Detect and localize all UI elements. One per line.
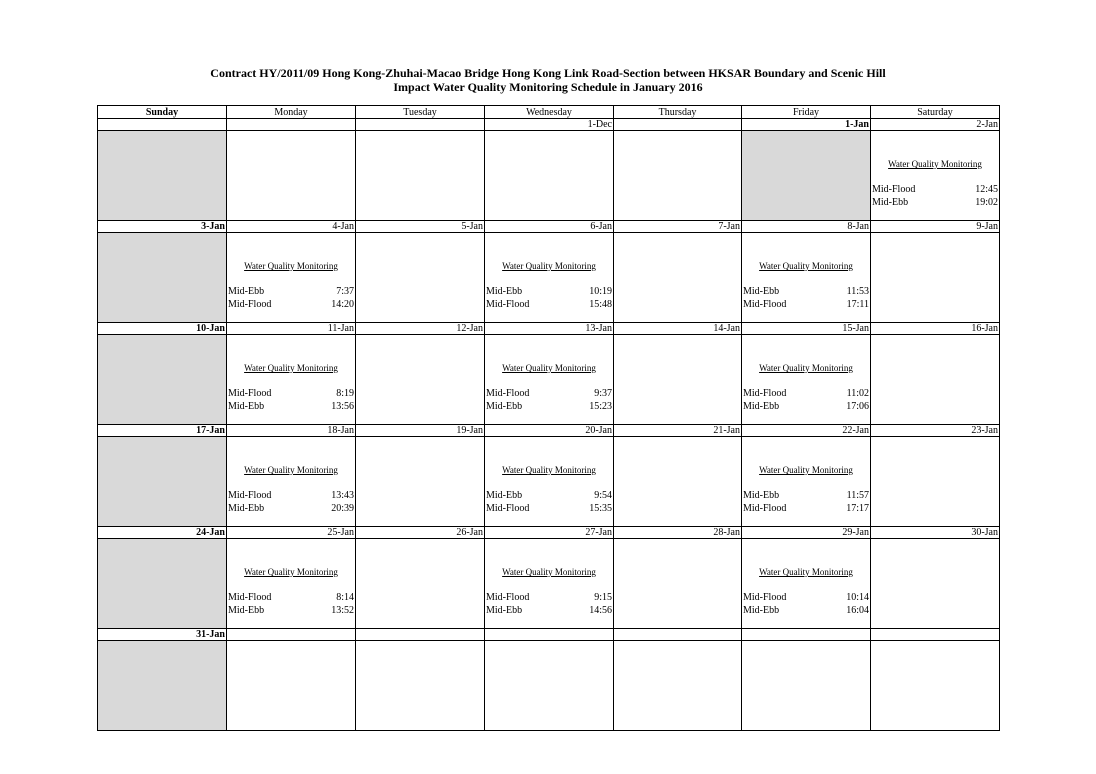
date-label — [485, 629, 614, 641]
date-label: 17-Jan — [98, 425, 227, 437]
date-label — [356, 629, 485, 641]
day-cell — [871, 641, 1000, 731]
monitoring-event-label: Water Quality Monitoring — [502, 363, 596, 373]
day-cell — [614, 335, 742, 425]
date-label: 15-Jan — [742, 323, 871, 335]
day-cell — [98, 233, 227, 323]
week-date-row — [98, 323, 1000, 335]
date-label: 11-Jan — [227, 323, 356, 335]
tide-label: Mid-Ebb — [228, 605, 265, 616]
day-cell — [227, 641, 356, 731]
day-cell — [614, 437, 742, 527]
date-label: 4-Jan — [227, 221, 356, 233]
tide-time: 8:19 — [336, 388, 354, 399]
day-cell — [98, 437, 227, 527]
week-body-row — [98, 437, 1000, 527]
day-cell — [614, 641, 742, 731]
date-label: 9-Jan — [871, 221, 1000, 233]
date-label: 12-Jan — [356, 323, 485, 335]
tide-time: 12:45 — [975, 184, 998, 195]
weekday-header-wednesday: Wednesday — [485, 106, 614, 119]
date-label: 1-Dec — [485, 119, 614, 131]
day-cell — [227, 233, 356, 323]
tide-label: Mid-Ebb — [486, 605, 523, 616]
day-cell — [742, 131, 871, 221]
tide-label: Mid-Flood — [743, 299, 787, 310]
date-label: 21-Jan — [614, 425, 742, 437]
week-date-row — [98, 119, 1000, 131]
date-label: 16-Jan — [871, 323, 1000, 335]
weekday-header-saturday: Saturday — [871, 106, 1000, 119]
week-body-row — [98, 641, 1000, 731]
tide-label: Mid-Flood — [228, 592, 272, 603]
date-label — [742, 629, 871, 641]
tide-time: 10:19 — [589, 286, 612, 297]
day-cell — [742, 539, 871, 629]
weekday-header-sunday: Sunday — [98, 106, 227, 119]
monitoring-event-label: Water Quality Monitoring — [759, 363, 853, 373]
monitoring-event-label: Water Quality Monitoring — [244, 261, 338, 271]
tide-time: 16:04 — [846, 605, 869, 616]
tide-time: 15:48 — [589, 299, 612, 310]
date-label: 30-Jan — [871, 527, 1000, 539]
day-cell — [485, 233, 614, 323]
date-label: 29-Jan — [742, 527, 871, 539]
day-cell — [356, 131, 485, 221]
tide-label: Mid-Ebb — [743, 605, 780, 616]
monitoring-event-label: Water Quality Monitoring — [759, 465, 853, 475]
monitoring-event-label: Water Quality Monitoring — [888, 159, 982, 169]
date-label: 10-Jan — [98, 323, 227, 335]
tide-label: Mid-Ebb — [486, 401, 523, 412]
tide-label: Mid-Flood — [228, 388, 272, 399]
date-label — [98, 119, 227, 131]
tide-label: Mid-Flood — [743, 592, 787, 603]
date-label — [871, 629, 1000, 641]
tide-time: 13:52 — [331, 605, 354, 616]
tide-time: 7:37 — [336, 286, 354, 297]
monitoring-event-label: Water Quality Monitoring — [759, 567, 853, 577]
date-label: 3-Jan — [98, 221, 227, 233]
monitoring-event-label: Water Quality Monitoring — [502, 567, 596, 577]
tide-label: Mid-Flood — [486, 388, 530, 399]
week-date-row — [98, 221, 1000, 233]
monitoring-event-label: Water Quality Monitoring — [244, 465, 338, 475]
date-label: 27-Jan — [485, 527, 614, 539]
tide-time: 11:57 — [846, 490, 869, 501]
tide-time: 17:06 — [846, 401, 869, 412]
day-cell — [742, 437, 871, 527]
date-label: 19-Jan — [356, 425, 485, 437]
tide-time: 17:17 — [846, 503, 869, 514]
tide-time: 13:56 — [331, 401, 354, 412]
tide-label: Mid-Ebb — [872, 197, 909, 208]
tide-label: Mid-Ebb — [743, 286, 780, 297]
day-cell — [485, 539, 614, 629]
week-date-row — [98, 629, 1000, 641]
tide-label: Mid-Ebb — [228, 503, 265, 514]
tide-time: 10:14 — [846, 592, 869, 603]
day-cell — [356, 335, 485, 425]
tide-label: Mid-Ebb — [486, 490, 523, 501]
day-cell — [356, 437, 485, 527]
day-cell — [614, 131, 742, 221]
day-cell — [871, 233, 1000, 323]
date-label: 1-Jan — [742, 119, 871, 131]
tide-time: 11:02 — [846, 388, 869, 399]
date-label: 7-Jan — [614, 221, 742, 233]
day-cell — [485, 437, 614, 527]
tide-time: 9:54 — [594, 490, 612, 501]
monitoring-event-label: Water Quality Monitoring — [244, 363, 338, 373]
date-label — [356, 119, 485, 131]
day-cell — [227, 131, 356, 221]
tide-label: Mid-Flood — [872, 184, 916, 195]
monitoring-event-label: Water Quality Monitoring — [759, 261, 853, 271]
date-label: 22-Jan — [742, 425, 871, 437]
date-label: 24-Jan — [98, 527, 227, 539]
day-cell — [227, 539, 356, 629]
day-cell — [614, 539, 742, 629]
date-label — [227, 629, 356, 641]
tide-time: 8:14 — [336, 592, 354, 603]
date-label: 6-Jan — [485, 221, 614, 233]
day-cell — [485, 641, 614, 731]
tide-label: Mid-Ebb — [228, 401, 265, 412]
tide-time: 14:56 — [589, 605, 612, 616]
tide-label: Mid-Flood — [743, 388, 787, 399]
tide-label: Mid-Flood — [486, 503, 530, 514]
day-cell — [871, 335, 1000, 425]
weekday-header-friday: Friday — [742, 106, 871, 119]
day-cell — [356, 233, 485, 323]
day-cell — [485, 335, 614, 425]
day-cell — [871, 437, 1000, 527]
week-body-row — [98, 539, 1000, 629]
date-label: 18-Jan — [227, 425, 356, 437]
weekday-header-thursday: Thursday — [614, 106, 742, 119]
schedule-subtitle: Impact Water Quality Monitoring Schedule in January 2016 — [393, 80, 703, 94]
tide-time: 17:11 — [846, 299, 869, 310]
date-label: 2-Jan — [871, 119, 1000, 131]
tide-label: Mid-Flood — [228, 490, 272, 501]
tide-time: 11:53 — [846, 286, 869, 297]
tide-time: 14:20 — [331, 299, 354, 310]
date-label — [614, 119, 742, 131]
tide-time: 9:15 — [594, 592, 612, 603]
tide-label: Mid-Ebb — [743, 490, 780, 501]
day-cell — [98, 335, 227, 425]
tide-label: Mid-Ebb — [743, 401, 780, 412]
monitoring-event-label: Water Quality Monitoring — [502, 465, 596, 475]
week-date-row — [98, 527, 1000, 539]
week-body-row — [98, 233, 1000, 323]
day-cell — [742, 233, 871, 323]
date-label: 20-Jan — [485, 425, 614, 437]
day-cell — [356, 539, 485, 629]
tide-time: 15:23 — [589, 401, 612, 412]
monitoring-event-label: Water Quality Monitoring — [502, 261, 596, 271]
date-label: 26-Jan — [356, 527, 485, 539]
day-cell — [98, 641, 227, 731]
week-date-row — [98, 425, 1000, 437]
schedule-title: Contract HY/2011/09 Hong Kong-Zhuhai-Macao Bridge Hong Kong Link Road-Section between HKSAR Boundary and Scenic Hill — [210, 66, 886, 80]
date-label — [614, 629, 742, 641]
date-label: 5-Jan — [356, 221, 485, 233]
date-label: 14-Jan — [614, 323, 742, 335]
tide-time: 20:39 — [331, 503, 354, 514]
tide-label: Mid-Flood — [486, 299, 530, 310]
tide-time: 15:35 — [589, 503, 612, 514]
date-label — [227, 119, 356, 131]
tide-time: 13:43 — [331, 490, 354, 501]
day-cell — [227, 437, 356, 527]
date-label: 28-Jan — [614, 527, 742, 539]
date-label: 31-Jan — [98, 629, 227, 641]
weekday-header-tuesday: Tuesday — [356, 106, 485, 119]
day-cell — [98, 131, 227, 221]
date-label: 8-Jan — [742, 221, 871, 233]
day-cell — [98, 539, 227, 629]
day-cell — [614, 233, 742, 323]
date-label: 13-Jan — [485, 323, 614, 335]
monitoring-event-label: Water Quality Monitoring — [244, 567, 338, 577]
tide-label: Mid-Flood — [228, 299, 272, 310]
day-cell — [742, 641, 871, 731]
date-label: 25-Jan — [227, 527, 356, 539]
weekday-header-monday: Monday — [227, 106, 356, 119]
week-body-row — [98, 131, 1000, 221]
day-cell — [485, 131, 614, 221]
tide-label: Mid-Flood — [486, 592, 530, 603]
date-label: 23-Jan — [871, 425, 1000, 437]
week-body-row — [98, 335, 1000, 425]
day-cell — [871, 539, 1000, 629]
tide-label: Mid-Ebb — [486, 286, 523, 297]
tide-label: Mid-Flood — [743, 503, 787, 514]
day-cell — [871, 131, 1000, 221]
tide-time: 19:02 — [975, 197, 998, 208]
calendar-table — [97, 105, 1000, 731]
day-cell — [227, 335, 356, 425]
day-cell — [742, 335, 871, 425]
day-cell — [356, 641, 485, 731]
tide-time: 9:37 — [594, 388, 612, 399]
tide-label: Mid-Ebb — [228, 286, 265, 297]
